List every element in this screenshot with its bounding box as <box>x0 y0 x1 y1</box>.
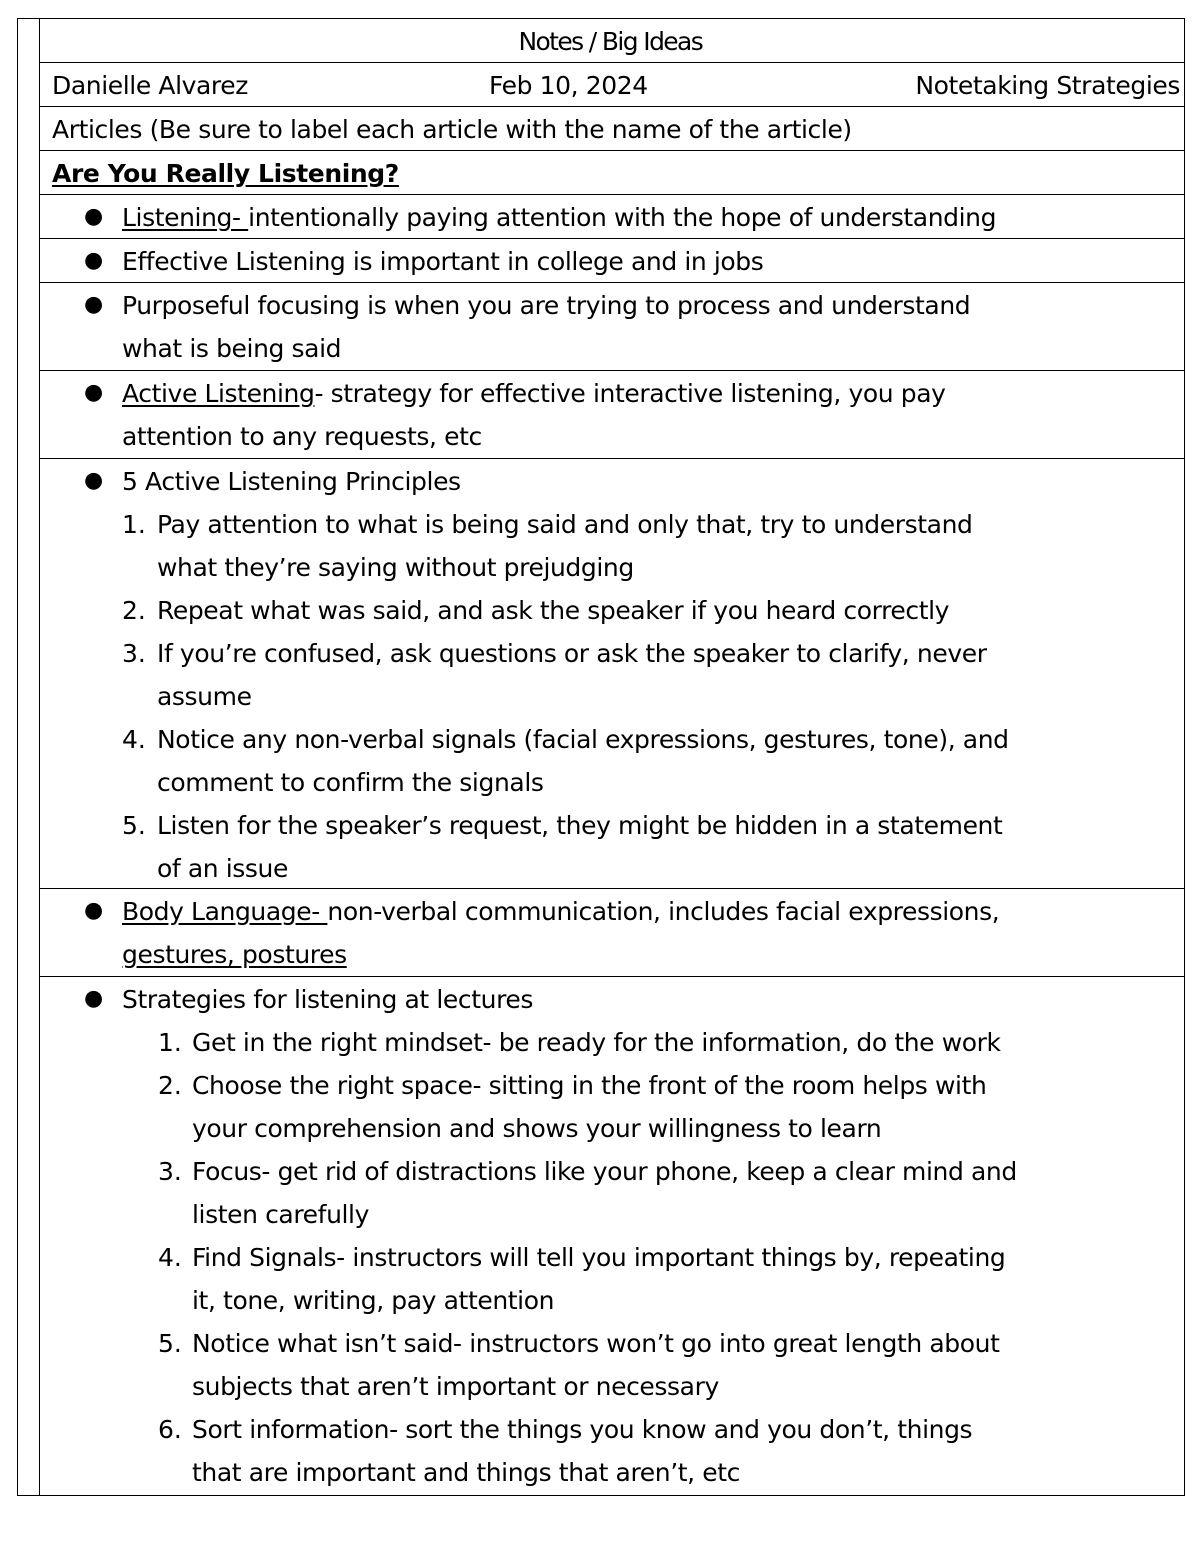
articles-instruction: Articles (Be sure to label each article with the name of the article) <box>52 115 852 144</box>
header-row <box>40 63 1184 107</box>
note-row <box>40 977 1184 1497</box>
note-text-line2: what is being said <box>122 334 342 363</box>
title-row <box>40 19 1184 63</box>
list-item-line2: that are important and things that aren’t, etc <box>192 1458 740 1487</box>
list-item-line1: Choose the right space- sitting in the front of the room helps with <box>192 1071 987 1100</box>
note-term: Listening- <box>122 203 249 232</box>
student-name: Danielle Alvarez <box>52 71 248 100</box>
list-item-line1: Repeat what was said, and ask the speaker if you heard correctly <box>157 596 950 625</box>
notes-table <box>17 18 1185 1496</box>
bullet-icon: ● <box>84 898 104 923</box>
note-text-line1 <box>122 890 999 933</box>
list-item-line2: assume <box>157 682 252 711</box>
article-title-row <box>40 151 1184 195</box>
note-text <box>122 196 996 239</box>
bullet-icon: ● <box>84 248 104 273</box>
list-item-line2: it, tone, writing, pay attention <box>192 1286 555 1315</box>
note-text: Effective Listening is important in college and in jobs <box>122 247 764 276</box>
list-number: 3. <box>158 1157 182 1186</box>
articles-instruction-row <box>40 107 1184 151</box>
bullet-icon: ● <box>84 380 104 405</box>
note-topic: Notetaking Strategies <box>915 71 1180 100</box>
list-item-line1: Notice any non-verbal signals (facial expressions, gestures, tone), and <box>157 725 1009 754</box>
list-item-line2: what they’re saying without prejudging <box>157 553 634 582</box>
list-item-line1: Find Signals- instructors will tell you important things by, repeating <box>192 1243 1006 1272</box>
bullet-icon: ● <box>84 204 104 229</box>
note-term: Body Language- <box>122 897 328 926</box>
list-number: 6. <box>158 1415 182 1444</box>
list-item-line1: Pay attention to what is being said and only that, try to understand <box>157 510 973 539</box>
note-date: Feb 10, 2024 <box>489 71 648 100</box>
list-item-line2: listen carefully <box>192 1200 369 1229</box>
note-text-line1 <box>122 372 946 415</box>
list-item-line2: of an issue <box>157 854 288 883</box>
note-text-line2: attention to any requests, etc <box>122 422 482 451</box>
note-row <box>40 195 1184 239</box>
list-item-line1: Get in the right mindset- be ready for the information, do the work <box>192 1028 1001 1057</box>
bullet-icon: ● <box>84 292 104 317</box>
note-text-line1: Purposeful focusing is when you are trying to process and understand <box>122 291 971 320</box>
page-title: Notes / Big Ideas <box>518 27 703 56</box>
list-item-line2: subjects that aren’t important or necessary <box>192 1372 719 1401</box>
list-number: 3. <box>122 639 146 668</box>
list-number: 2. <box>158 1071 182 1100</box>
list-number: 5. <box>122 811 146 840</box>
list-item-line1: Focus- get rid of distractions like your phone, keep a clear mind and <box>192 1157 1017 1186</box>
list-item-line2: comment to confirm the signals <box>157 768 544 797</box>
list-number: 4. <box>158 1243 182 1272</box>
note-term: Active Listening <box>122 379 315 408</box>
left-margin-column <box>18 19 40 1495</box>
article-title: Are You Really Listening? <box>52 159 399 188</box>
list-item-line1: Notice what isn’t said- instructors won’t go into great length about <box>192 1329 1000 1358</box>
note-row <box>40 239 1184 283</box>
note-definition: - strategy for effective interactive listening, you pay <box>314 379 946 408</box>
note-text: Strategies for listening at lectures <box>122 985 534 1014</box>
list-item-line1: Listen for the speaker’s request, they might be hidden in a statement <box>157 811 1003 840</box>
bullet-icon: ● <box>84 468 104 493</box>
notes-column <box>40 19 1184 1495</box>
note-row <box>40 889 1184 977</box>
list-number: 1. <box>158 1028 182 1057</box>
note-text: 5 Active Listening Principles <box>122 467 461 496</box>
bullet-icon: ● <box>84 986 104 1011</box>
list-item-line2: your comprehension and shows your willingness to learn <box>192 1114 882 1143</box>
note-definition: non-verbal communication, includes facial expressions, <box>327 897 1000 926</box>
list-number: 4. <box>122 725 146 754</box>
note-definition: intentionally paying attention with the hope of understanding <box>248 203 997 232</box>
note-row <box>40 283 1184 371</box>
list-item-line1: If you’re confused, ask questions or ask the speaker to clarify, never <box>157 639 987 668</box>
note-row <box>40 371 1184 459</box>
list-number: 2. <box>122 596 146 625</box>
list-number: 5. <box>158 1329 182 1358</box>
note-row <box>40 459 1184 889</box>
note-text-line2: gestures, postures <box>122 940 347 969</box>
list-number: 1. <box>122 510 146 539</box>
list-item-line1: Sort information- sort the things you know and you don’t, things <box>192 1415 973 1444</box>
